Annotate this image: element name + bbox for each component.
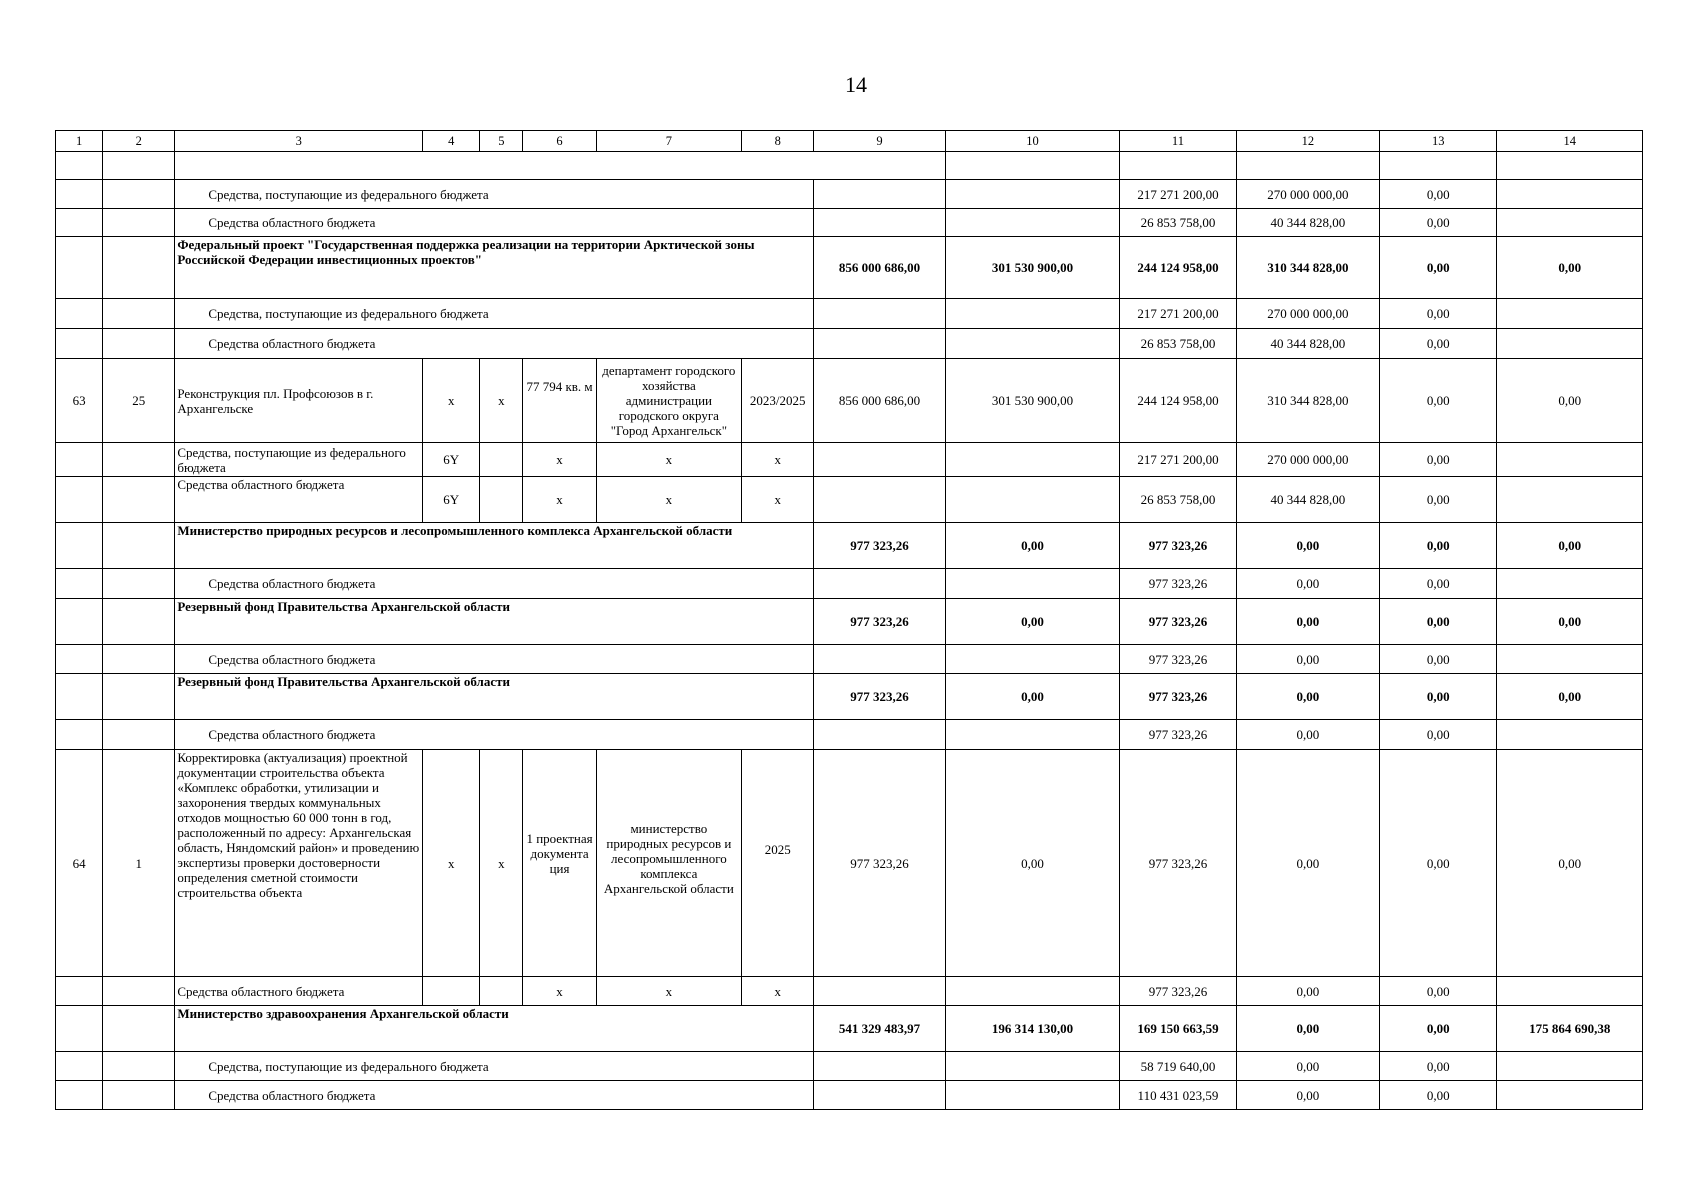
cell-number: 64 <box>56 750 103 977</box>
cell-subnumber <box>103 209 175 237</box>
cell-capacity: 1 проектная документа ция <box>523 750 596 977</box>
cell-col10 <box>945 209 1120 237</box>
column-number: 11 <box>1120 131 1236 152</box>
cell-col12: 0,00 <box>1236 523 1379 569</box>
cell-col9: 977 323,26 <box>814 523 945 569</box>
column-number: 14 <box>1497 131 1643 152</box>
cell-col4: 6Y <box>423 477 480 523</box>
cell-col13: 0,00 <box>1380 329 1497 359</box>
cell-col4 <box>423 977 480 1006</box>
cell-col11: 977 323,26 <box>1120 569 1236 599</box>
cell-col10 <box>945 180 1120 209</box>
cell-subnumber: 1 <box>103 750 175 977</box>
cell-col9: 977 323,26 <box>814 750 945 977</box>
cell-col9 <box>814 569 945 599</box>
cell-col11: 217 271 200,00 <box>1120 180 1236 209</box>
cell-col10 <box>945 645 1120 674</box>
table-row <box>56 720 1643 750</box>
table-row <box>56 569 1643 599</box>
cell-subnumber <box>103 720 175 750</box>
cell-col14 <box>1497 329 1643 359</box>
cell-col10: 0,00 <box>945 674 1120 720</box>
cell-col10: 0,00 <box>945 750 1120 977</box>
table-row <box>56 359 1643 443</box>
cell-col10 <box>945 1052 1120 1081</box>
cell-col8: х <box>742 477 814 523</box>
cell-col12: 0,00 <box>1236 1052 1379 1081</box>
row-label: Средства областного бюджета <box>175 1081 814 1110</box>
column-number-header-row <box>56 131 1643 152</box>
cell-number <box>56 152 103 180</box>
column-number: 2 <box>103 131 175 152</box>
cell-col7: х <box>596 477 741 523</box>
cell-col9 <box>814 443 945 477</box>
cell-col12 <box>1380 152 1497 180</box>
cell-col12: 0,00 <box>1236 750 1379 977</box>
cell-number <box>56 329 103 359</box>
cell-col14 <box>1497 977 1643 1006</box>
cell-col14 <box>1497 477 1643 523</box>
table-row <box>56 674 1643 720</box>
table-row <box>56 1081 1643 1110</box>
cell-col12: 310 344 828,00 <box>1236 237 1379 299</box>
cell-col11: 217 271 200,00 <box>1120 443 1236 477</box>
cell-col6: х <box>523 477 596 523</box>
cell-col4: х <box>423 750 480 977</box>
column-number: 1 <box>56 131 103 152</box>
cell-col12: 270 000 000,00 <box>1236 180 1379 209</box>
cell-col10: 196 314 130,00 <box>945 1006 1120 1052</box>
cell-col10 <box>945 477 1120 523</box>
cell-col10: 0,00 <box>945 523 1120 569</box>
cell-col13: 0,00 <box>1380 977 1497 1006</box>
cell-col9: 977 323,26 <box>814 599 945 645</box>
cell-number <box>56 443 103 477</box>
cell-col9: 541 329 483,97 <box>814 1006 945 1052</box>
table-row <box>56 977 1643 1006</box>
cell-col9 <box>814 977 945 1006</box>
cell-subnumber <box>103 977 175 1006</box>
cell-col10: 301 530 900,00 <box>945 237 1120 299</box>
cell-col9 <box>814 1081 945 1110</box>
cell-col6: х <box>523 443 596 477</box>
cell-col4: 6Y <box>423 443 480 477</box>
cell-number <box>56 180 103 209</box>
cell-col5: х <box>480 359 523 443</box>
cell-col6: х <box>523 977 596 1006</box>
cell-period: 2025 <box>742 750 814 977</box>
cell-subnumber <box>103 645 175 674</box>
cell-subnumber <box>103 674 175 720</box>
cell-col13: 0,00 <box>1380 523 1497 569</box>
cell-col14 <box>1497 1052 1643 1081</box>
cell-col14 <box>1497 1081 1643 1110</box>
column-number: 7 <box>596 131 741 152</box>
cell-capacity: 77 794 кв. м <box>523 359 596 443</box>
cell-col12: 270 000 000,00 <box>1236 443 1379 477</box>
cell-col12: 270 000 000,00 <box>1236 299 1379 329</box>
table-row <box>56 209 1643 237</box>
page-number: 14 <box>845 72 867 97</box>
object-name: Корректировка (актуализация) проектной документации строительства объекта «Комплекс обработки, утилизации и захоронения твердых коммунальных отходов мощностью 60 000 тонн в год, расположенный по адресу: Архангельская область, Няндомский район» и проведению экспертизы проверки достоверности определения сметной стоимости строительства объекта <box>175 750 423 977</box>
cell-col13: 0,00 <box>1380 443 1497 477</box>
cell-col14: 0,00 <box>1497 237 1643 299</box>
cell-col13: 0,00 <box>1380 1006 1497 1052</box>
cell-col10 <box>945 329 1120 359</box>
cell-number <box>56 477 103 523</box>
cell-col11 <box>1236 152 1379 180</box>
cell-col11: 977 323,26 <box>1120 523 1236 569</box>
cell-col5 <box>480 477 523 523</box>
column-number: 5 <box>480 131 523 152</box>
cell-number <box>56 237 103 299</box>
table-row <box>56 443 1643 477</box>
row-label: Средства, поступающие из федерального бюджета <box>175 443 423 477</box>
column-number: 13 <box>1380 131 1497 152</box>
cell-col13: 0,00 <box>1380 645 1497 674</box>
table-row <box>56 645 1643 674</box>
cell-col9 <box>814 299 945 329</box>
table-row <box>56 152 1643 180</box>
cell-number <box>56 1052 103 1081</box>
cell-col9: 856 000 686,00 <box>814 359 945 443</box>
cell-col13: 0,00 <box>1380 299 1497 329</box>
cell-col11: 977 323,26 <box>1120 599 1236 645</box>
cell-col9 <box>814 720 945 750</box>
cell-col10: 301 530 900,00 <box>945 359 1120 443</box>
cell-col9 <box>814 180 945 209</box>
cell-col5 <box>480 443 523 477</box>
cell-col14: 0,00 <box>1497 359 1643 443</box>
cell-col12: 40 344 828,00 <box>1236 209 1379 237</box>
cell-col13: 0,00 <box>1380 359 1497 443</box>
table-row <box>56 180 1643 209</box>
cell-col4: х <box>423 359 480 443</box>
cell-col12: 0,00 <box>1236 599 1379 645</box>
table-row <box>56 329 1643 359</box>
cell-col9: 856 000 686,00 <box>814 237 945 299</box>
cell-subnumber <box>103 329 175 359</box>
table-row <box>56 523 1643 569</box>
cell-number <box>56 569 103 599</box>
cell-col9 <box>814 645 945 674</box>
cell-col13: 0,00 <box>1380 180 1497 209</box>
cell-col9 <box>814 209 945 237</box>
cell-col12: 40 344 828,00 <box>1236 477 1379 523</box>
cell-col9: 977 323,26 <box>814 674 945 720</box>
cell-col12: 0,00 <box>1236 569 1379 599</box>
cell-subnumber <box>103 1081 175 1110</box>
cell-number: 63 <box>56 359 103 443</box>
cell-col12: 0,00 <box>1236 720 1379 750</box>
cell-col13 <box>1497 152 1643 180</box>
row-label: Резервный фонд Правительства Архангельской области <box>175 674 814 720</box>
cell-number <box>56 1081 103 1110</box>
row-label: Средства областного бюджета <box>175 720 814 750</box>
cell-col13: 0,00 <box>1380 720 1497 750</box>
row-label: Министерство природных ресурсов и лесопромышленного комплекса Архангельской области <box>175 523 814 569</box>
row-label: Резервный фонд Правительства Архангельской области <box>175 599 814 645</box>
cell-subnumber <box>103 569 175 599</box>
cell-col12: 0,00 <box>1236 977 1379 1006</box>
cell-col14: 0,00 <box>1497 523 1643 569</box>
cell-subnumber: 25 <box>103 359 175 443</box>
table-row <box>56 237 1643 299</box>
cell-col14: 0,00 <box>1497 599 1643 645</box>
cell-col14 <box>1497 569 1643 599</box>
cell-col13: 0,00 <box>1380 1081 1497 1110</box>
column-number: 4 <box>423 131 480 152</box>
cell-number <box>56 674 103 720</box>
cell-col12: 0,00 <box>1236 674 1379 720</box>
table-row <box>56 750 1643 977</box>
table-row <box>56 599 1643 645</box>
column-number: 6 <box>523 131 596 152</box>
cell-col14 <box>1497 645 1643 674</box>
cell-col10 <box>945 977 1120 1006</box>
cell-col11: 244 124 958,00 <box>1120 359 1236 443</box>
cell-number <box>56 209 103 237</box>
cell-col13: 0,00 <box>1380 1052 1497 1081</box>
cell-col10 <box>945 569 1120 599</box>
cell-col10 <box>945 1081 1120 1110</box>
cell-col14 <box>1497 180 1643 209</box>
cell-col14 <box>1497 443 1643 477</box>
row-label: Средства областного бюджета <box>175 477 423 523</box>
object-name: Реконструкция пл. Профсоюзов в г. Архангельске <box>175 359 423 443</box>
cell-col10 <box>945 443 1120 477</box>
row-label: Средства областного бюджета <box>175 209 814 237</box>
cell-col12: 0,00 <box>1236 1081 1379 1110</box>
cell-col11: 58 719 640,00 <box>1120 1052 1236 1081</box>
cell-col13: 0,00 <box>1380 674 1497 720</box>
cell-col9 <box>814 1052 945 1081</box>
table-row <box>56 1052 1643 1081</box>
column-number: 10 <box>945 131 1120 152</box>
cell-col13: 0,00 <box>1380 569 1497 599</box>
row-label: Средства областного бюджета <box>175 329 814 359</box>
cell-col11: 977 323,26 <box>1120 645 1236 674</box>
cell-col9 <box>814 477 945 523</box>
cell-customer: департамент городского хозяйства администрации городского округа "Город Архангельск" <box>596 359 741 443</box>
cell-col10: 0,00 <box>945 599 1120 645</box>
cell-col11: 977 323,26 <box>1120 674 1236 720</box>
cell-number <box>56 645 103 674</box>
cell-subnumber <box>103 1006 175 1052</box>
cell-number <box>56 720 103 750</box>
cell-col13: 0,00 <box>1380 477 1497 523</box>
cell-col11: 977 323,26 <box>1120 977 1236 1006</box>
row-label: Министерство здравоохранения Архангельской области <box>175 1006 814 1052</box>
cell-col11: 244 124 958,00 <box>1120 237 1236 299</box>
cell-col9 <box>814 329 945 359</box>
row-label: Средства, поступающие из федерального бюджета <box>175 180 814 209</box>
cell-col12: 0,00 <box>1236 1006 1379 1052</box>
cell-col12: 0,00 <box>1236 645 1379 674</box>
row-label: Средства областного бюджета <box>175 569 814 599</box>
column-number: 9 <box>814 131 945 152</box>
cell-col11: 26 853 758,00 <box>1120 209 1236 237</box>
row-label: Средства, поступающие из федерального бюджета <box>175 299 814 329</box>
cell-number <box>56 977 103 1006</box>
cell-col8: х <box>742 977 814 1006</box>
cell-col11: 977 323,26 <box>1120 720 1236 750</box>
row-label: Средства областного бюджета <box>175 645 814 674</box>
cell-subnumber <box>103 523 175 569</box>
cell-col10 <box>945 720 1120 750</box>
row-label <box>175 152 945 180</box>
cell-subnumber <box>103 443 175 477</box>
cell-col11: 169 150 663,59 <box>1120 1006 1236 1052</box>
cell-col8: х <box>742 443 814 477</box>
cell-col12: 310 344 828,00 <box>1236 359 1379 443</box>
cell-subnumber <box>103 237 175 299</box>
cell-col13: 0,00 <box>1380 209 1497 237</box>
cell-col14: 0,00 <box>1497 750 1643 977</box>
cell-col7: х <box>596 443 741 477</box>
cell-col11: 217 271 200,00 <box>1120 299 1236 329</box>
table-row <box>56 299 1643 329</box>
row-label: Федеральный проект "Государственная поддержка реализации на территории Арктической зоны Российской Федерации инвестиционных проектов" <box>175 237 814 299</box>
cell-number <box>56 1006 103 1052</box>
row-label: Средства, поступающие из федерального бюджета <box>175 1052 814 1081</box>
cell-col13: 0,00 <box>1380 750 1497 977</box>
cell-col14 <box>1497 209 1643 237</box>
cell-col11: 26 853 758,00 <box>1120 329 1236 359</box>
cell-col13: 0,00 <box>1380 237 1497 299</box>
cell-subnumber <box>103 477 175 523</box>
cell-col7: х <box>596 977 741 1006</box>
column-number: 8 <box>742 131 814 152</box>
column-number: 3 <box>175 131 423 152</box>
cell-number <box>56 523 103 569</box>
cell-customer: министерство природных ресурсов и лесопромышленного комплекса Архангельской области <box>596 750 741 977</box>
table-row <box>56 477 1643 523</box>
cell-period: 2023/2025 <box>742 359 814 443</box>
budget-table <box>55 130 1643 1110</box>
cell-subnumber <box>103 152 175 180</box>
cell-col14 <box>1497 299 1643 329</box>
cell-col5: х <box>480 750 523 977</box>
cell-col5 <box>480 977 523 1006</box>
cell-col9 <box>945 152 1120 180</box>
cell-col12: 40 344 828,00 <box>1236 329 1379 359</box>
column-number: 12 <box>1236 131 1379 152</box>
cell-col11: 110 431 023,59 <box>1120 1081 1236 1110</box>
cell-subnumber <box>103 299 175 329</box>
cell-col11: 977 323,26 <box>1120 750 1236 977</box>
cell-col14: 175 864 690,38 <box>1497 1006 1643 1052</box>
cell-col10 <box>945 299 1120 329</box>
cell-col11: 26 853 758,00 <box>1120 477 1236 523</box>
cell-col13: 0,00 <box>1380 599 1497 645</box>
row-label: Средства областного бюджета <box>175 977 423 1006</box>
cell-subnumber <box>103 1052 175 1081</box>
cell-col10 <box>1120 152 1236 180</box>
cell-number <box>56 599 103 645</box>
cell-subnumber <box>103 599 175 645</box>
cell-subnumber <box>103 180 175 209</box>
cell-number <box>56 299 103 329</box>
table-row <box>56 1006 1643 1052</box>
cell-col14 <box>1497 720 1643 750</box>
cell-col14: 0,00 <box>1497 674 1643 720</box>
